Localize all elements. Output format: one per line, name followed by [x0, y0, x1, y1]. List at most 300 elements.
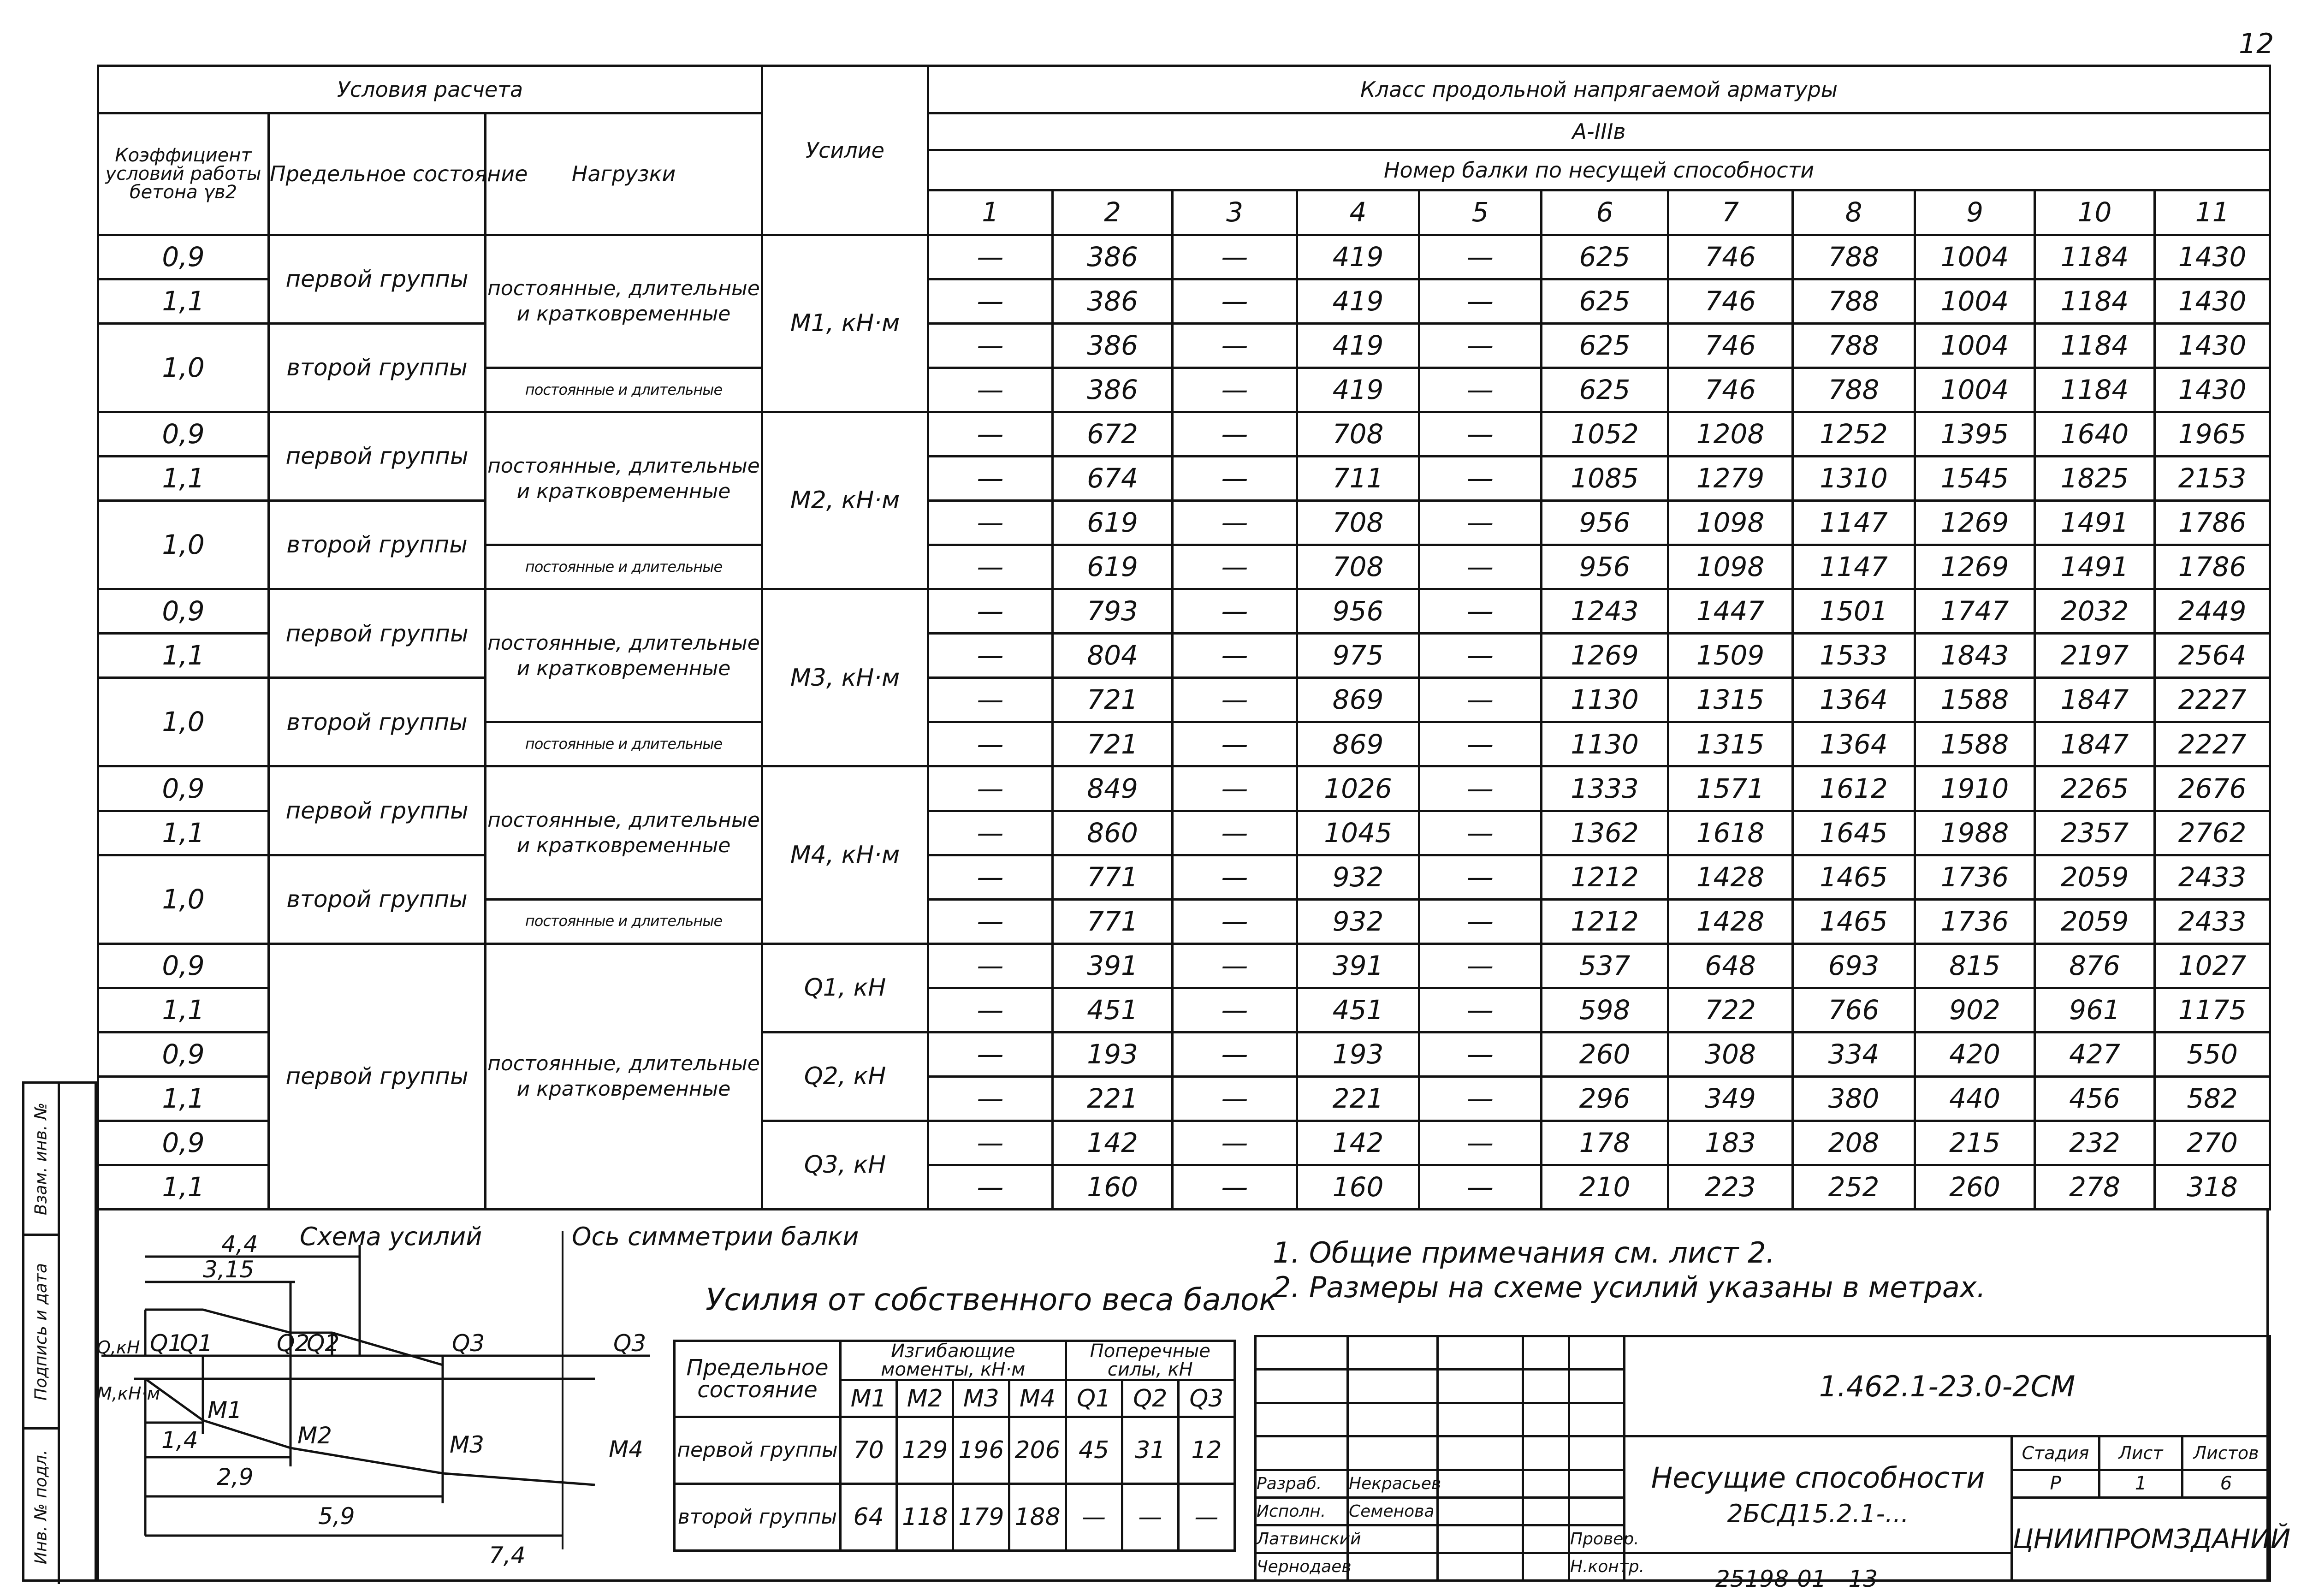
value-cell: — [1173, 324, 1297, 368]
m2-label: M2 [297, 1422, 332, 1449]
value-cell: 349 [1668, 1076, 1793, 1121]
beam-number-1: 1 [928, 190, 1053, 235]
value-cell: — [1173, 589, 1297, 634]
value-cell: — [928, 766, 1053, 811]
value-cell: — [1173, 988, 1297, 1032]
value-cell: 1252 [1793, 412, 1915, 457]
dead-value-cell: — [1122, 1484, 1178, 1551]
force-label: M2, кН·м [762, 412, 928, 589]
value-cell: 183 [1668, 1121, 1793, 1165]
value-cell: 1618 [1668, 811, 1793, 855]
force-label: Q1, кН [762, 943, 928, 1032]
value-cell: 1645 [1793, 811, 1915, 855]
value-cell: — [1173, 235, 1297, 279]
dim-4-4: 4,4 [221, 1231, 258, 1258]
stage-header: Стадия [2012, 1436, 2099, 1470]
value-cell: — [1173, 678, 1297, 722]
value-cell: 215 [1915, 1121, 2035, 1165]
value-cell: 1430 [2155, 368, 2270, 412]
coef-cell: 0,9 [98, 1032, 269, 1076]
value-cell: 771 [1053, 855, 1173, 899]
value-cell: 1571 [1668, 766, 1793, 811]
m4-right-label: M4 [609, 1436, 643, 1463]
value-cell: 1085 [1542, 457, 1668, 501]
organization: ЦНИИПРОМЗДАНИЙ [2012, 1497, 2270, 1580]
force-label: Q2, кН [762, 1032, 928, 1121]
value-cell: — [1173, 766, 1297, 811]
page-number: 12 [2239, 28, 2274, 60]
value-cell: 804 [1053, 634, 1173, 678]
value-cell: 1545 [1915, 457, 2035, 501]
value-cell: 722 [1668, 988, 1793, 1032]
value-cell: 260 [1915, 1165, 2035, 1209]
limit-state-first: первой группы [269, 412, 486, 501]
value-cell: — [1419, 1032, 1542, 1076]
value-cell: 1786 [2155, 545, 2270, 589]
value-cell: 1004 [1915, 324, 2035, 368]
value-cell: 419 [1297, 279, 1419, 323]
value-cell: — [1173, 855, 1297, 899]
value-cell: — [928, 634, 1053, 678]
dead-value-cell: 64 [841, 1484, 897, 1551]
dead-col-header: M2 [897, 1380, 953, 1417]
load-long: постоянные и длительные [486, 545, 762, 589]
dead-col-header: M1 [841, 1380, 897, 1417]
title-block [1254, 1335, 2291, 1582]
value-cell: — [928, 412, 1053, 457]
beam-number-3: 3 [1173, 190, 1297, 235]
q2b-label: Q2 [307, 1330, 340, 1357]
value-cell: 1736 [1915, 899, 2035, 943]
value-cell: 674 [1053, 457, 1173, 501]
footer-number: 25198-01 13 [1715, 1566, 1878, 1592]
value-cell: 1465 [1793, 899, 1915, 943]
dead-value-cell: 70 [841, 1417, 897, 1484]
beam-number-header: Номер балки по несущей способности [928, 150, 2270, 190]
value-cell: 625 [1542, 324, 1668, 368]
limit-state-first: первой группы [269, 235, 486, 323]
dead-moments-header: Изгибающие моменты, кН·м [841, 1341, 1066, 1380]
doc-title [1625, 1436, 2012, 1553]
value-cell: 386 [1053, 368, 1173, 412]
value-cell: — [1419, 722, 1542, 766]
value-cell: 2676 [2155, 766, 2270, 811]
value-cell: 860 [1053, 811, 1173, 855]
value-cell: 386 [1053, 279, 1173, 323]
value-cell: — [1173, 501, 1297, 545]
dead-value-cell: 206 [1009, 1417, 1066, 1484]
value-cell: 902 [1915, 988, 2035, 1032]
table-row [98, 766, 2270, 811]
table-row [98, 855, 2270, 899]
table-row [98, 678, 2270, 722]
value-cell: 1184 [2035, 368, 2155, 412]
value-cell: 419 [1297, 324, 1419, 368]
value-cell: 1428 [1668, 855, 1793, 899]
m1-label: M1 [208, 1397, 242, 1424]
value-cell: 793 [1053, 589, 1173, 634]
stamp-signature [1348, 1553, 1438, 1580]
value-cell: 625 [1542, 235, 1668, 279]
value-cell: — [928, 457, 1053, 501]
beam-number-4: 4 [1297, 190, 1419, 235]
stamp-role: Н.контр. [1569, 1553, 1625, 1580]
symmetry-axis-label: Ось симметрии балки [572, 1222, 859, 1251]
value-cell: 1395 [1915, 412, 2035, 457]
dead-load-title: Усилия от собственного веса балок [706, 1282, 1278, 1317]
value-cell: 1315 [1668, 678, 1793, 722]
value-cell: 1045 [1297, 811, 1419, 855]
value-cell: 1315 [1668, 722, 1793, 766]
value-cell: 788 [1793, 279, 1915, 323]
force-label: Q3, кН [762, 1121, 928, 1209]
value-cell: 1279 [1668, 457, 1793, 501]
value-cell: 1364 [1793, 678, 1915, 722]
dead-row-label: первой группы [675, 1417, 841, 1484]
value-cell: 252 [1793, 1165, 1915, 1209]
value-cell: 1533 [1793, 634, 1915, 678]
value-cell: 451 [1053, 988, 1173, 1032]
dead-value-cell: — [1178, 1484, 1234, 1551]
value-cell: 2197 [2035, 634, 2155, 678]
value-cell: 956 [1297, 589, 1419, 634]
q-unit-label: Q,кН [97, 1337, 140, 1358]
value-cell: — [1419, 412, 1542, 457]
value-cell: 386 [1053, 324, 1173, 368]
limit-state-header: Предельное состояние [269, 113, 486, 235]
limit-state-second: второй группы [269, 501, 486, 589]
q3-right-label: Q3 [613, 1330, 646, 1357]
value-cell: — [1173, 457, 1297, 501]
value-cell: — [1173, 1032, 1297, 1076]
dead-value-cell: 188 [1009, 1484, 1066, 1551]
value-cell: 1910 [1915, 766, 2035, 811]
stamp-signature [1438, 1470, 1523, 1497]
value-cell: 1747 [1915, 589, 2035, 634]
table-row [98, 943, 2270, 988]
value-cell: 1640 [2035, 412, 2155, 457]
value-cell: 308 [1668, 1032, 1793, 1076]
value-cell: 711 [1297, 457, 1419, 501]
load-long: постоянные и длительные [486, 368, 762, 412]
value-cell: — [928, 589, 1053, 634]
value-cell: — [1419, 943, 1542, 988]
value-cell: 1736 [1915, 855, 2035, 899]
value-cell: 419 [1297, 368, 1419, 412]
table-row [98, 235, 2270, 279]
dim-3-15: 3,15 [203, 1256, 255, 1283]
limit-state-second: второй группы [269, 855, 486, 943]
value-cell: — [1173, 1121, 1297, 1165]
value-cell: 451 [1297, 988, 1419, 1032]
beam-number-10: 10 [2035, 190, 2155, 235]
value-cell: 1362 [1542, 811, 1668, 855]
coef-cell: 1,0 [98, 501, 269, 589]
value-cell: — [928, 1165, 1053, 1209]
coef-cell: 0,9 [98, 1121, 269, 1165]
value-cell: 278 [2035, 1165, 2155, 1209]
value-cell: 1588 [1915, 722, 2035, 766]
dead-col-header: Q1 [1066, 1380, 1122, 1417]
dead-load-table [673, 1340, 1236, 1552]
dead-value-cell: 45 [1066, 1417, 1122, 1484]
value-cell: 1786 [2155, 501, 2270, 545]
value-cell: 788 [1793, 235, 1915, 279]
value-cell: 1491 [2035, 545, 2155, 589]
value-cell: — [1419, 1121, 1542, 1165]
value-cell: 746 [1668, 279, 1793, 323]
value-cell: 391 [1053, 943, 1173, 988]
value-cell: 2762 [2155, 811, 2270, 855]
value-cell: — [1173, 943, 1297, 988]
value-cell: 1212 [1542, 899, 1668, 943]
value-cell: 2449 [2155, 589, 2270, 634]
value-cell: 260 [1542, 1032, 1668, 1076]
value-cell: — [928, 545, 1053, 589]
value-cell: — [928, 722, 1053, 766]
value-cell: 1465 [1793, 855, 1915, 899]
dead-value-cell: 118 [897, 1484, 953, 1551]
value-cell: — [1173, 634, 1297, 678]
value-cell: 1175 [2155, 988, 2270, 1032]
value-cell: 1965 [2155, 412, 2270, 457]
load-full: постоянные, длительные и кратковременные [486, 412, 762, 545]
value-cell: 1843 [1915, 634, 2035, 678]
value-cell: 746 [1668, 324, 1793, 368]
beam-number-2: 2 [1053, 190, 1173, 235]
value-cell: 160 [1297, 1165, 1419, 1209]
value-cell: 708 [1297, 412, 1419, 457]
dim-5-9: 5,9 [318, 1503, 355, 1530]
value-cell: 296 [1542, 1076, 1668, 1121]
value-cell: 386 [1053, 235, 1173, 279]
value-cell: 178 [1542, 1121, 1668, 1165]
value-cell: 1147 [1793, 545, 1915, 589]
coef-cell: 0,9 [98, 766, 269, 811]
value-cell: — [928, 1076, 1053, 1121]
value-cell: 932 [1297, 899, 1419, 943]
sheet-value: 1 [2099, 1470, 2182, 1497]
value-cell: 1130 [1542, 722, 1668, 766]
value-cell: — [1419, 811, 1542, 855]
value-cell: — [928, 235, 1053, 279]
dead-value-cell: 12 [1178, 1417, 1234, 1484]
dead-col-header: M4 [1009, 1380, 1066, 1417]
dead-col-header: Q2 [1122, 1380, 1178, 1417]
value-cell: 1026 [1297, 766, 1419, 811]
value-cell: — [1173, 1165, 1297, 1209]
value-cell: 223 [1668, 1165, 1793, 1209]
value-cell: 788 [1793, 368, 1915, 412]
value-cell: 1447 [1668, 589, 1793, 634]
value-cell: 1098 [1668, 501, 1793, 545]
note-1: 1. Общие примечания см. лист 2. [1273, 1236, 1775, 1270]
value-cell: 2433 [2155, 899, 2270, 943]
load-full: постоянные, длительные и кратковременные [486, 235, 762, 368]
value-cell: 2059 [2035, 899, 2155, 943]
coef-cell: 1,1 [98, 1165, 269, 1209]
dead-value-cell: 179 [953, 1484, 1009, 1551]
force-label: M1, кН·м [762, 235, 928, 412]
force-label: M3, кН·м [762, 589, 928, 766]
coef-cell: 1,0 [98, 855, 269, 943]
stage-value: Р [2012, 1470, 2099, 1497]
value-cell: 672 [1053, 412, 1173, 457]
m3-label: M3 [450, 1431, 484, 1458]
value-cell: 1184 [2035, 324, 2155, 368]
load-long: постоянные и длительные [486, 899, 762, 943]
value-cell: 1147 [1793, 501, 1915, 545]
table-row [98, 412, 2270, 457]
dim-1-4: 1,4 [161, 1427, 198, 1454]
value-cell: 1491 [2035, 501, 2155, 545]
dim-2-9: 2,9 [217, 1464, 254, 1490]
dead-shear-header: Поперечные силы, кН [1066, 1341, 1234, 1380]
value-cell: — [1173, 368, 1297, 412]
value-cell: 1184 [2035, 279, 2155, 323]
value-cell: — [928, 678, 1053, 722]
value-cell: 537 [1542, 943, 1668, 988]
stamp-name: Некрасьев [1348, 1470, 1438, 1497]
value-cell: 1501 [1793, 589, 1915, 634]
value-cell: 721 [1053, 722, 1173, 766]
stamp-role: Провер. [1569, 1525, 1625, 1553]
value-cell: 1428 [1668, 899, 1793, 943]
value-cell: 876 [2035, 943, 2155, 988]
sheet-header: Лист [2099, 1436, 2182, 1470]
stamp-signature [1438, 1497, 1523, 1525]
value-cell: — [1419, 855, 1542, 899]
value-cell: 2265 [2035, 766, 2155, 811]
stamp-name: Семенова [1348, 1497, 1438, 1525]
force-header: Усилие [762, 66, 928, 235]
stamp-role: Разраб. [1256, 1470, 1348, 1497]
value-cell: 1333 [1542, 766, 1668, 811]
value-cell: 975 [1297, 634, 1419, 678]
value-cell: 1988 [1915, 811, 2035, 855]
value-cell: 1310 [1793, 457, 1915, 501]
dead-value-cell: 31 [1122, 1417, 1178, 1484]
loads-header: Нагрузки [486, 113, 762, 235]
value-cell: — [1419, 368, 1542, 412]
coef-cell: 1,1 [98, 811, 269, 855]
coef-cell: 1,1 [98, 634, 269, 678]
limit-state-first: первой группы [269, 589, 486, 678]
value-cell: 1269 [1542, 634, 1668, 678]
value-cell: — [1419, 1076, 1542, 1121]
value-cell: 420 [1915, 1032, 2035, 1076]
value-cell: 1130 [1542, 678, 1668, 722]
value-cell: — [928, 855, 1053, 899]
coef-cell: 0,9 [98, 412, 269, 457]
limit-state-first: первой группы [269, 943, 486, 1209]
value-cell: 210 [1542, 1165, 1668, 1209]
value-cell: 746 [1668, 235, 1793, 279]
value-cell: — [1173, 279, 1297, 323]
coef-cell: 0,9 [98, 943, 269, 988]
value-cell: — [1419, 899, 1542, 943]
value-cell: 619 [1053, 501, 1173, 545]
value-cell: — [1419, 235, 1542, 279]
dead-col-header: Q3 [1178, 1380, 1234, 1417]
value-cell: 419 [1297, 235, 1419, 279]
value-cell: 619 [1053, 545, 1173, 589]
doc-code: 1.462.1-23.0-2СМ [1625, 1336, 2270, 1436]
value-cell: 2227 [2155, 722, 2270, 766]
value-cell: 1588 [1915, 678, 2035, 722]
q1b-label: Q1 [180, 1330, 213, 1357]
value-cell: 598 [1542, 988, 1668, 1032]
value-cell: 1208 [1668, 412, 1793, 457]
value-cell: — [1419, 589, 1542, 634]
moment-diagram [145, 1379, 595, 1485]
side-cell-inventory: Инв. № подл. [31, 1449, 51, 1564]
value-cell: — [928, 943, 1053, 988]
q3-label: Q3 [452, 1330, 485, 1357]
value-cell: 2032 [2035, 589, 2155, 634]
value-cell: 142 [1297, 1121, 1419, 1165]
value-cell: 1004 [1915, 279, 2035, 323]
value-cell: 2564 [2155, 634, 2270, 678]
value-cell: 427 [2035, 1032, 2155, 1076]
load-long: постоянные и длительные [486, 722, 762, 766]
value-cell: 815 [1915, 943, 2035, 988]
coef-cell: 1,0 [98, 324, 269, 412]
sheets-value: 6 [2182, 1470, 2270, 1497]
coef-cell: 1,1 [98, 1076, 269, 1121]
side-cell-signature: Подпись и дата [24, 1236, 58, 1430]
value-cell: 160 [1053, 1165, 1173, 1209]
value-cell: 221 [1053, 1076, 1173, 1121]
value-cell: 1825 [2035, 457, 2155, 501]
coef-cell: 1,1 [98, 457, 269, 501]
value-cell: 1269 [1915, 501, 2035, 545]
value-cell: 956 [1542, 501, 1668, 545]
value-cell: 193 [1297, 1032, 1419, 1076]
value-cell: 1847 [2035, 722, 2155, 766]
limit-state-second: второй группы [269, 324, 486, 412]
value-cell: 625 [1542, 368, 1668, 412]
value-cell: — [1173, 722, 1297, 766]
value-cell: 1269 [1915, 545, 2035, 589]
limit-state-second: второй группы [269, 678, 486, 766]
value-cell: 625 [1542, 279, 1668, 323]
side-cell-replace: Взам. инв. № [24, 1084, 58, 1236]
value-cell: 582 [2155, 1076, 2270, 1121]
value-cell: — [928, 811, 1053, 855]
dim-7-4: 7,4 [489, 1542, 526, 1569]
q2-label: Q2 [277, 1330, 310, 1357]
value-cell: 708 [1297, 501, 1419, 545]
dead-value-cell: 196 [953, 1417, 1009, 1484]
value-cell: 708 [1297, 545, 1419, 589]
value-cell: — [928, 324, 1053, 368]
conditions-header: Условия расчета [98, 66, 762, 113]
value-cell: 391 [1297, 943, 1419, 988]
scheme-title: Схема усилий [300, 1222, 482, 1251]
value-cell: — [1419, 988, 1542, 1032]
table-row [98, 324, 2270, 368]
value-cell: — [1173, 412, 1297, 457]
coef-cell: 1,1 [98, 988, 269, 1032]
load-full: постоянные, длительные и кратковременные [486, 766, 762, 899]
coef-header: Коэффициент условий работы бетона γв2 [98, 113, 269, 235]
value-cell: 1004 [1915, 368, 2035, 412]
value-cell: — [928, 988, 1053, 1032]
value-cell: 440 [1915, 1076, 2035, 1121]
beam-number-9: 9 [1915, 190, 2035, 235]
value-cell: 648 [1668, 943, 1793, 988]
